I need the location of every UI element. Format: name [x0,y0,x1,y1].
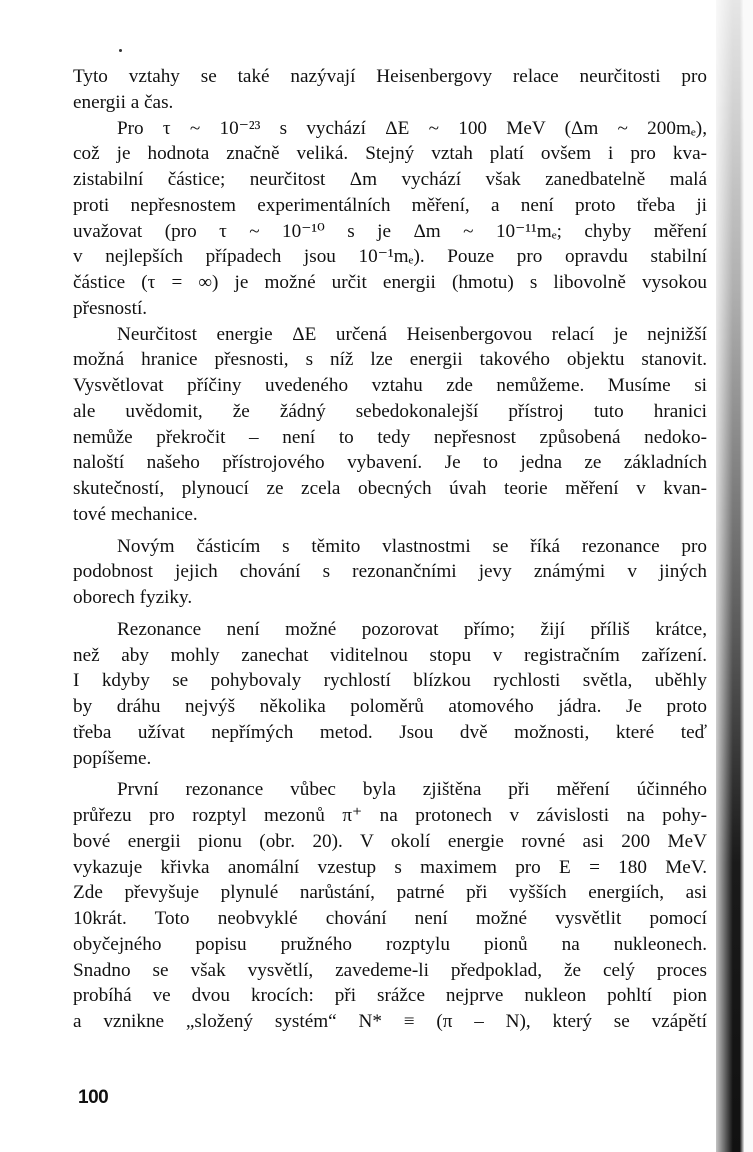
text-line: popíšeme. [73,747,152,769]
text-line: Novým částicím s těmito vlastnostmi se říká rezonance pro [117,535,707,557]
text-line: přesností. [73,297,148,319]
text-line: nemůže překročit – není to tedy nepřesnost způsobená nedoko- [73,426,707,448]
text-line: tové mechanice. [73,503,198,525]
text-line: naloští našeho přístrojového vybavení. Je to jedna ze základních [73,452,707,474]
text-line: podobnost jejich chování s rezonančními jevy známými v jiných [73,561,707,583]
text-line: I kdyby se pohybovaly rychlostí blízkou rychlosti světla, uběhly [73,670,707,692]
text-line: zistabilní částice; neurčitost Δm vychází však zanedbatelně malá [73,169,707,190]
text-line: 10krát. Toto neobvyklé chování není možné vysvětlit pomocí [73,908,707,929]
text-line: Pro τ ~ 10⁻²³ s vychází ΔE ~ 100 MeV (Δm ~ 200mₑ), [117,117,707,139]
text-line: částice (τ = ∞) je možné určit energii (hmotu) s libovolně vysokou [73,272,707,293]
paragraph-6 [73,777,707,1035]
text-line: než aby mohly zanechat viditelnou stopu v registračním zařízení. [73,644,707,666]
text-line: průřezu pro rozptyl mezonů π⁺ na protonech v závislosti na pohy- [73,805,707,826]
text-line: skutečností, plynoucí ze zcela obecných úvah teorie měření v kvan- [73,478,707,499]
body-text [73,64,707,1035]
text-line: Rezonance není možné pozorovat přímo; žijí příliš krátce, [117,618,707,640]
text-line: možná hranice přesnosti, s níž lze energii takového objektu stanovit. [73,349,707,371]
page-binding-shadow [716,0,744,1152]
page-edge-highlight [744,0,753,1152]
text-line: Tyto vztahy se také nazývají Heisenbergovy relace neurčitosti pro [73,66,707,87]
text-line: a vznikne „složený systém“ N* ≡ (π – N), který se vzápětí [73,1011,707,1032]
speck-mark [119,49,122,52]
paragraph-3 [73,322,707,528]
text-line: Neurčitost energie ΔE určená Heisenbergovou relací je nejnižší [117,323,707,345]
text-line: oborech fyziky. [73,587,193,608]
page-number: 100 [78,1087,109,1108]
text-line: by dráhu nejvýš několika poloměrů atomového jádra. Je proto [73,696,707,717]
text-line: obyčejného popisu pružného rozptylu pionů na nukleonech. [73,933,707,955]
text-line: uvažovat (pro τ ~ 10⁻¹⁰ s je Δm ~ 10⁻¹¹mₑ; chyby měření [73,220,707,242]
text-line: energii a čas. [73,91,174,113]
text-line: Vysvětlovat příčiny uvedeného vztahu zde nemůžeme. Musíme si [73,375,707,396]
text-line: bové energii pionu (obr. 20). V okolí energie rovné asi 200 MeV [73,830,707,852]
text-line: probíhá ve dvou krocích: při srážce nejprve nukleon pohltí pion [73,985,707,1007]
text-line: proti nepřesnostem experimentálních měření, a není proto třeba ji [73,194,707,216]
paragraph-2 [73,116,707,322]
text-line: Snadno se však vysvětlí, zavedeme-li předpoklad, že celý proces [73,959,707,981]
text-line: vykazuje křivka anomální vzestup s maximem pro E = 180 MeV. [73,856,707,878]
paragraph-4 [73,534,707,611]
paragraph-1 [73,64,707,116]
text-line: První rezonance vůbec byla zjištěna při měření účinného [117,779,707,801]
text-line: v nejlepších případech jsou 10⁻¹mₑ). Pouze pro opravdu stabilní [73,246,707,268]
text-line: ale uvědomit, že žádný sebedokonalejší přístroj tuto hranici [73,400,707,422]
text-line: třeba užívat nepřímých metod. Jsou dvě možnosti, které teď [73,721,707,743]
text-line: Zde převyšuje plynulé narůstání, patrné při vyšších energiích, asi [73,882,707,904]
paragraph-5 [73,617,707,772]
text-line: což je hodnota značně veliká. Stejný vztah platí ovšem i pro kva- [73,143,707,165]
